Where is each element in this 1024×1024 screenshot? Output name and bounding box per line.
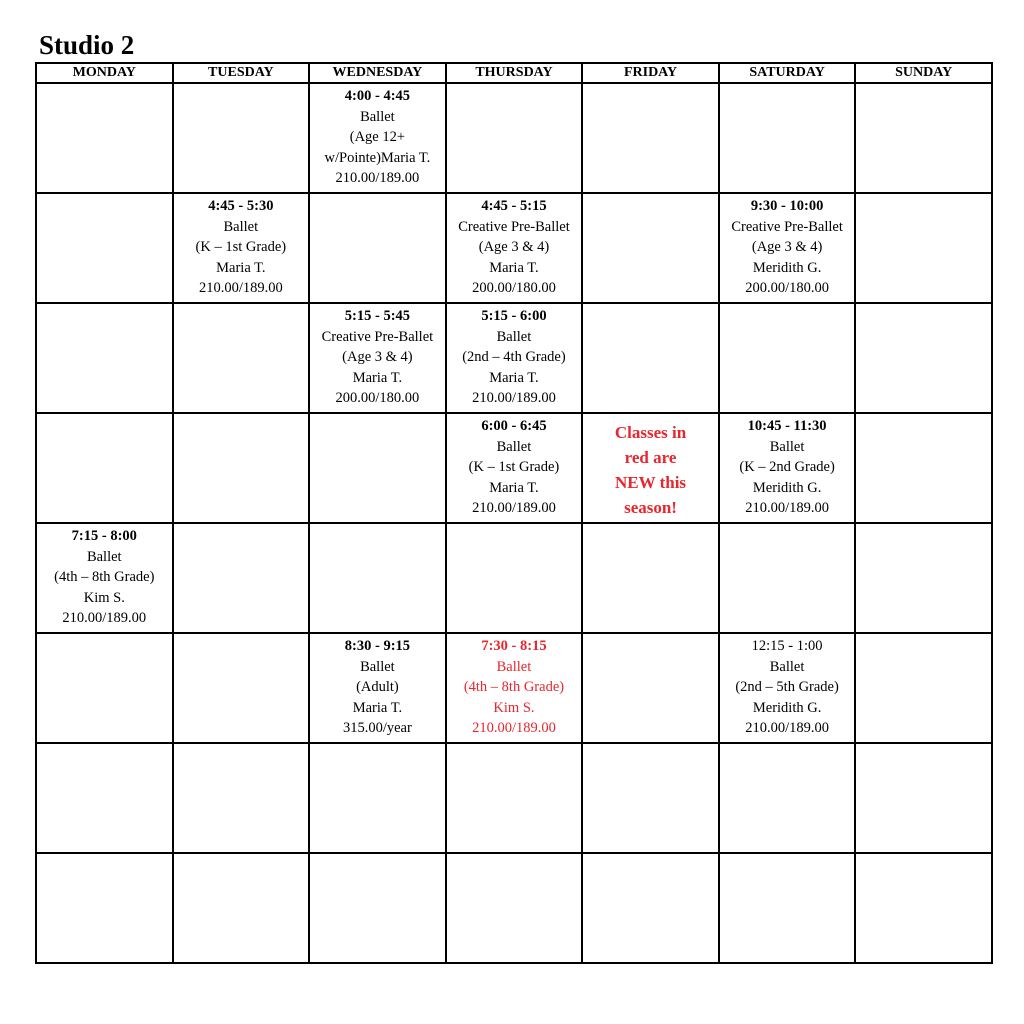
schedule-cell-tuesday [173,633,310,743]
schedule-row [36,853,992,963]
class-entry [447,414,582,519]
new-classes-note-line: NEW this [615,473,687,492]
day-header-row [36,63,992,83]
schedule-cell-thursday [446,523,583,633]
schedule-cell-thursday [446,83,583,193]
class-group: (Adult) [356,679,399,695]
schedule-body [36,83,992,963]
schedule-cell-tuesday [173,743,310,853]
class-instructor: Maria T. [489,259,539,276]
class-price: 210.00/189.00 [472,500,556,516]
class-group: (Age 3 & 4) [751,239,823,255]
schedule-cell-sunday [855,193,992,303]
schedule-cell-friday [582,743,719,853]
day-header-tuesday: TUESDAY [173,63,310,83]
schedule-cell-monday [36,633,173,743]
class-instructor: Maria T. [216,259,266,276]
day-header-friday: FRIDAY [582,63,719,83]
schedule-row [36,303,992,413]
class-entry [720,414,855,519]
new-classes-note-line: season! [624,498,677,517]
schedule-cell-friday [582,303,719,413]
class-name: Ballet [360,658,395,675]
class-time: 6:00 - 6:45 [481,418,547,434]
schedule-cell-wednesday [309,853,446,963]
class-price: 315.00/year [342,720,412,736]
class-entry [720,634,855,739]
schedule-cell-tuesday [173,303,310,413]
schedule-cell-saturday [719,743,856,853]
schedule-cell-wednesday [309,193,446,303]
class-name: Ballet [769,438,805,455]
class-name: Creative Pre-Ballet [458,218,570,235]
schedule-cell-friday [582,83,719,193]
class-group: (2nd – 4th Grade) [462,349,566,365]
class-instructor: Maria T. [352,369,403,386]
class-time: 12:15 - 1:00 [751,638,823,654]
schedule-cell-wednesday [309,743,446,853]
day-header-sunday: SUNDAY [855,63,992,83]
schedule-cell-wednesday [309,83,446,193]
schedule-cell-wednesday [309,523,446,633]
schedule-cell-thursday [446,303,583,413]
schedule-cell-tuesday [173,523,310,633]
class-entry [720,194,855,299]
class-name: Ballet [86,548,122,565]
class-entry [447,194,582,299]
schedule-cell-saturday [719,413,856,523]
schedule-row [36,413,992,523]
schedule-cell-sunday [855,523,992,633]
class-instructor: Meridith G. [752,479,822,496]
schedule-cell-saturday [719,83,856,193]
class-price: 200.00/180.00 [745,280,829,296]
class-instructor: Meridith G. [752,699,822,716]
schedule-cell-sunday [855,633,992,743]
class-time: 8:30 - 9:15 [344,638,411,654]
class-time: 10:45 - 11:30 [747,418,827,434]
schedule-cell-wednesday [309,303,446,413]
class-time: 5:15 - 6:00 [481,308,547,324]
class-group: (K – 2nd Grade) [739,459,835,475]
schedule-cell-thursday [446,193,583,303]
schedule-cell-monday [36,83,173,193]
class-group: (K – 1st Grade) [468,459,560,475]
class-instructor: Maria T. [489,479,539,496]
schedule-table [35,62,993,964]
schedule-cell-saturday [719,193,856,303]
class-entry [310,634,445,739]
class-name: Ballet [223,218,259,235]
class-price: 210.00/189.00 [335,170,420,186]
class-group: (Age 12+ [349,129,406,145]
class-time: 4:45 - 5:30 [208,198,274,214]
schedule-row [36,193,992,303]
class-instructor: Maria T. [489,369,539,386]
schedule-cell-wednesday [309,413,446,523]
class-entry [37,524,172,629]
schedule-cell-monday [36,303,173,413]
class-time: 9:30 - 10:00 [750,198,824,214]
class-instructor: Maria T. [352,699,403,716]
class-name: Ballet [496,658,532,675]
schedule-cell-saturday [719,523,856,633]
class-instructor: w/Pointe)Maria T. [324,149,431,166]
schedule-cell-tuesday [173,413,310,523]
schedule-cell-tuesday [173,193,310,303]
schedule-cell-saturday [719,303,856,413]
schedule-cell-friday [582,633,719,743]
new-classes-note-line: Classes in [614,423,687,442]
schedule-row [36,523,992,633]
schedule-cell-monday [36,853,173,963]
schedule-cell-sunday [855,83,992,193]
class-entry [447,304,582,409]
class-instructor: Kim S. [493,699,535,716]
schedule-cell-sunday [855,303,992,413]
class-price: 210.00/189.00 [745,500,829,516]
schedule-cell-thursday [446,633,583,743]
schedule-cell-friday [582,413,719,523]
schedule-cell-friday [582,523,719,633]
class-time: 4:45 - 5:15 [481,198,547,214]
schedule-cell-sunday [855,853,992,963]
schedule-cell-thursday [446,743,583,853]
schedule-cell-monday [36,743,173,853]
class-group: (K – 1st Grade) [195,239,287,255]
schedule-cell-friday [582,853,719,963]
class-entry [310,304,445,409]
class-price: 210.00/189.00 [198,280,283,296]
new-classes-note-line: red are [624,448,677,467]
class-time: 5:15 - 5:45 [344,308,411,324]
class-time: 4:00 - 4:45 [344,88,411,104]
day-header-monday: MONDAY [36,63,173,83]
class-entry [174,194,309,299]
class-price: 210.00/189.00 [472,720,556,736]
class-name: Ballet [769,658,805,675]
schedule-row [36,743,992,853]
schedule-row [36,83,992,193]
class-entry [310,84,445,189]
schedule-cell-wednesday [309,633,446,743]
schedule-cell-saturday [719,633,856,743]
class-time: 7:30 - 8:15 [481,638,547,654]
day-header-thursday: THURSDAY [446,63,583,83]
day-header-wednesday: WEDNESDAY [309,63,446,83]
class-group: (Age 3 & 4) [478,239,550,255]
class-name: Creative Pre-Ballet [321,328,434,345]
schedule-cell-tuesday [173,853,310,963]
schedule-cell-tuesday [173,83,310,193]
schedule-header [36,63,992,83]
class-time: 7:15 - 8:00 [71,528,137,544]
page-title: Studio 2 [39,30,135,60]
class-name: Creative Pre-Ballet [731,218,843,235]
class-price: 210.00/189.00 [745,720,829,736]
schedule-cell-monday [36,193,173,303]
schedule-cell-monday [36,413,173,523]
schedule-cell-monday [36,523,173,633]
class-price: 210.00/189.00 [472,390,556,406]
class-price: 200.00/180.00 [472,280,556,296]
class-name: Ballet [360,108,395,125]
class-entry [447,634,582,739]
class-group: (2nd – 5th Grade) [735,679,839,695]
class-group: (4th – 8th Grade) [54,569,155,585]
class-instructor: Kim S. [83,589,125,606]
class-instructor: Meridith G. [752,259,822,276]
class-name: Ballet [496,438,532,455]
schedule-cell-thursday [446,853,583,963]
schedule-cell-saturday [719,853,856,963]
schedule-cell-sunday [855,413,992,523]
class-group: (Age 3 & 4) [342,349,413,365]
class-price: 210.00/189.00 [62,610,147,626]
day-header-saturday: SATURDAY [719,63,856,83]
class-group: (4th – 8th Grade) [463,679,565,695]
class-name: Ballet [496,328,532,345]
class-price: 200.00/180.00 [335,390,420,406]
schedule-row [36,633,992,743]
schedule-cell-thursday [446,413,583,523]
schedule-cell-sunday [855,743,992,853]
schedule-cell-friday [582,193,719,303]
